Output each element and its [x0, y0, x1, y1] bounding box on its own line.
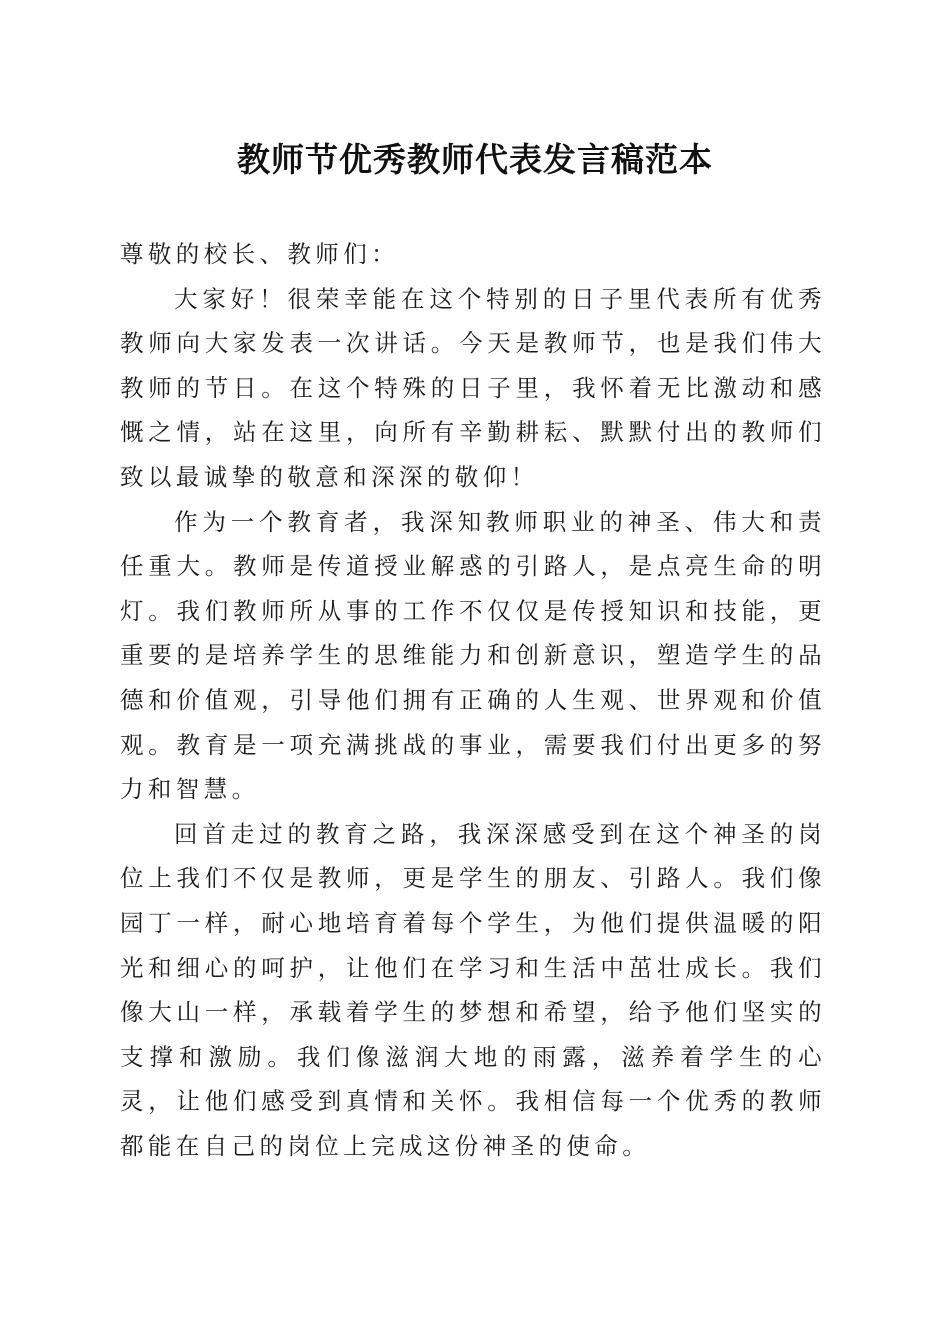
paragraph-1: 大家好！很荣幸能在这个特别的日子里代表所有优秀教师向大家发表一次讲话。今天是教师节，也是我们伟大教师的节日。在这个特殊的日子里，我怀着无比激动和感慨之情，站在这里，向所有辛勤耕耘、默默付出的教师们致以最诚挚的敬意和深深的敬仰！	[120, 284, 826, 491]
salutation: 尊敬的校长、教师们：	[120, 240, 399, 268]
document-title: 教师节优秀教师代表发言稿范本	[237, 140, 713, 179]
document-body	[120, 232, 826, 1168]
paragraph-2: 作为一个教育者，我深知教师职业的神圣、伟大和责任重大。教师是传道授业解惑的引路人，是点亮生命的明灯。我们教师所从事的工作不仅仅是传授知识和技能，更重要的是培养学生的思维能力和创新意识，塑造学生的品德和价值观，引导他们拥有正确的人生观、世界观和价值观。教育是一项充满挑战的事业，需要我们付出更多的努力和智慧。	[120, 507, 826, 804]
paragraph-3: 回首走过的教育之路，我深深感受到在这个神圣的岗位上我们不仅是教师，更是学生的朋友、引路人。我们像园丁一样，耐心地培育着每个学生，为他们提供温暖的阳光和细心的呵护，让他们在学习和生活中茁壮成长。我们像大山一样，承载着学生的梦想和希望，给予他们坚实的支撑和激励。我们像滋润大地的雨露，滋养着学生的心灵，让他们感受到真情和关怀。我相信每一个优秀的教师都能在自己的岗位上完成这份神圣的使命。	[120, 819, 826, 1160]
